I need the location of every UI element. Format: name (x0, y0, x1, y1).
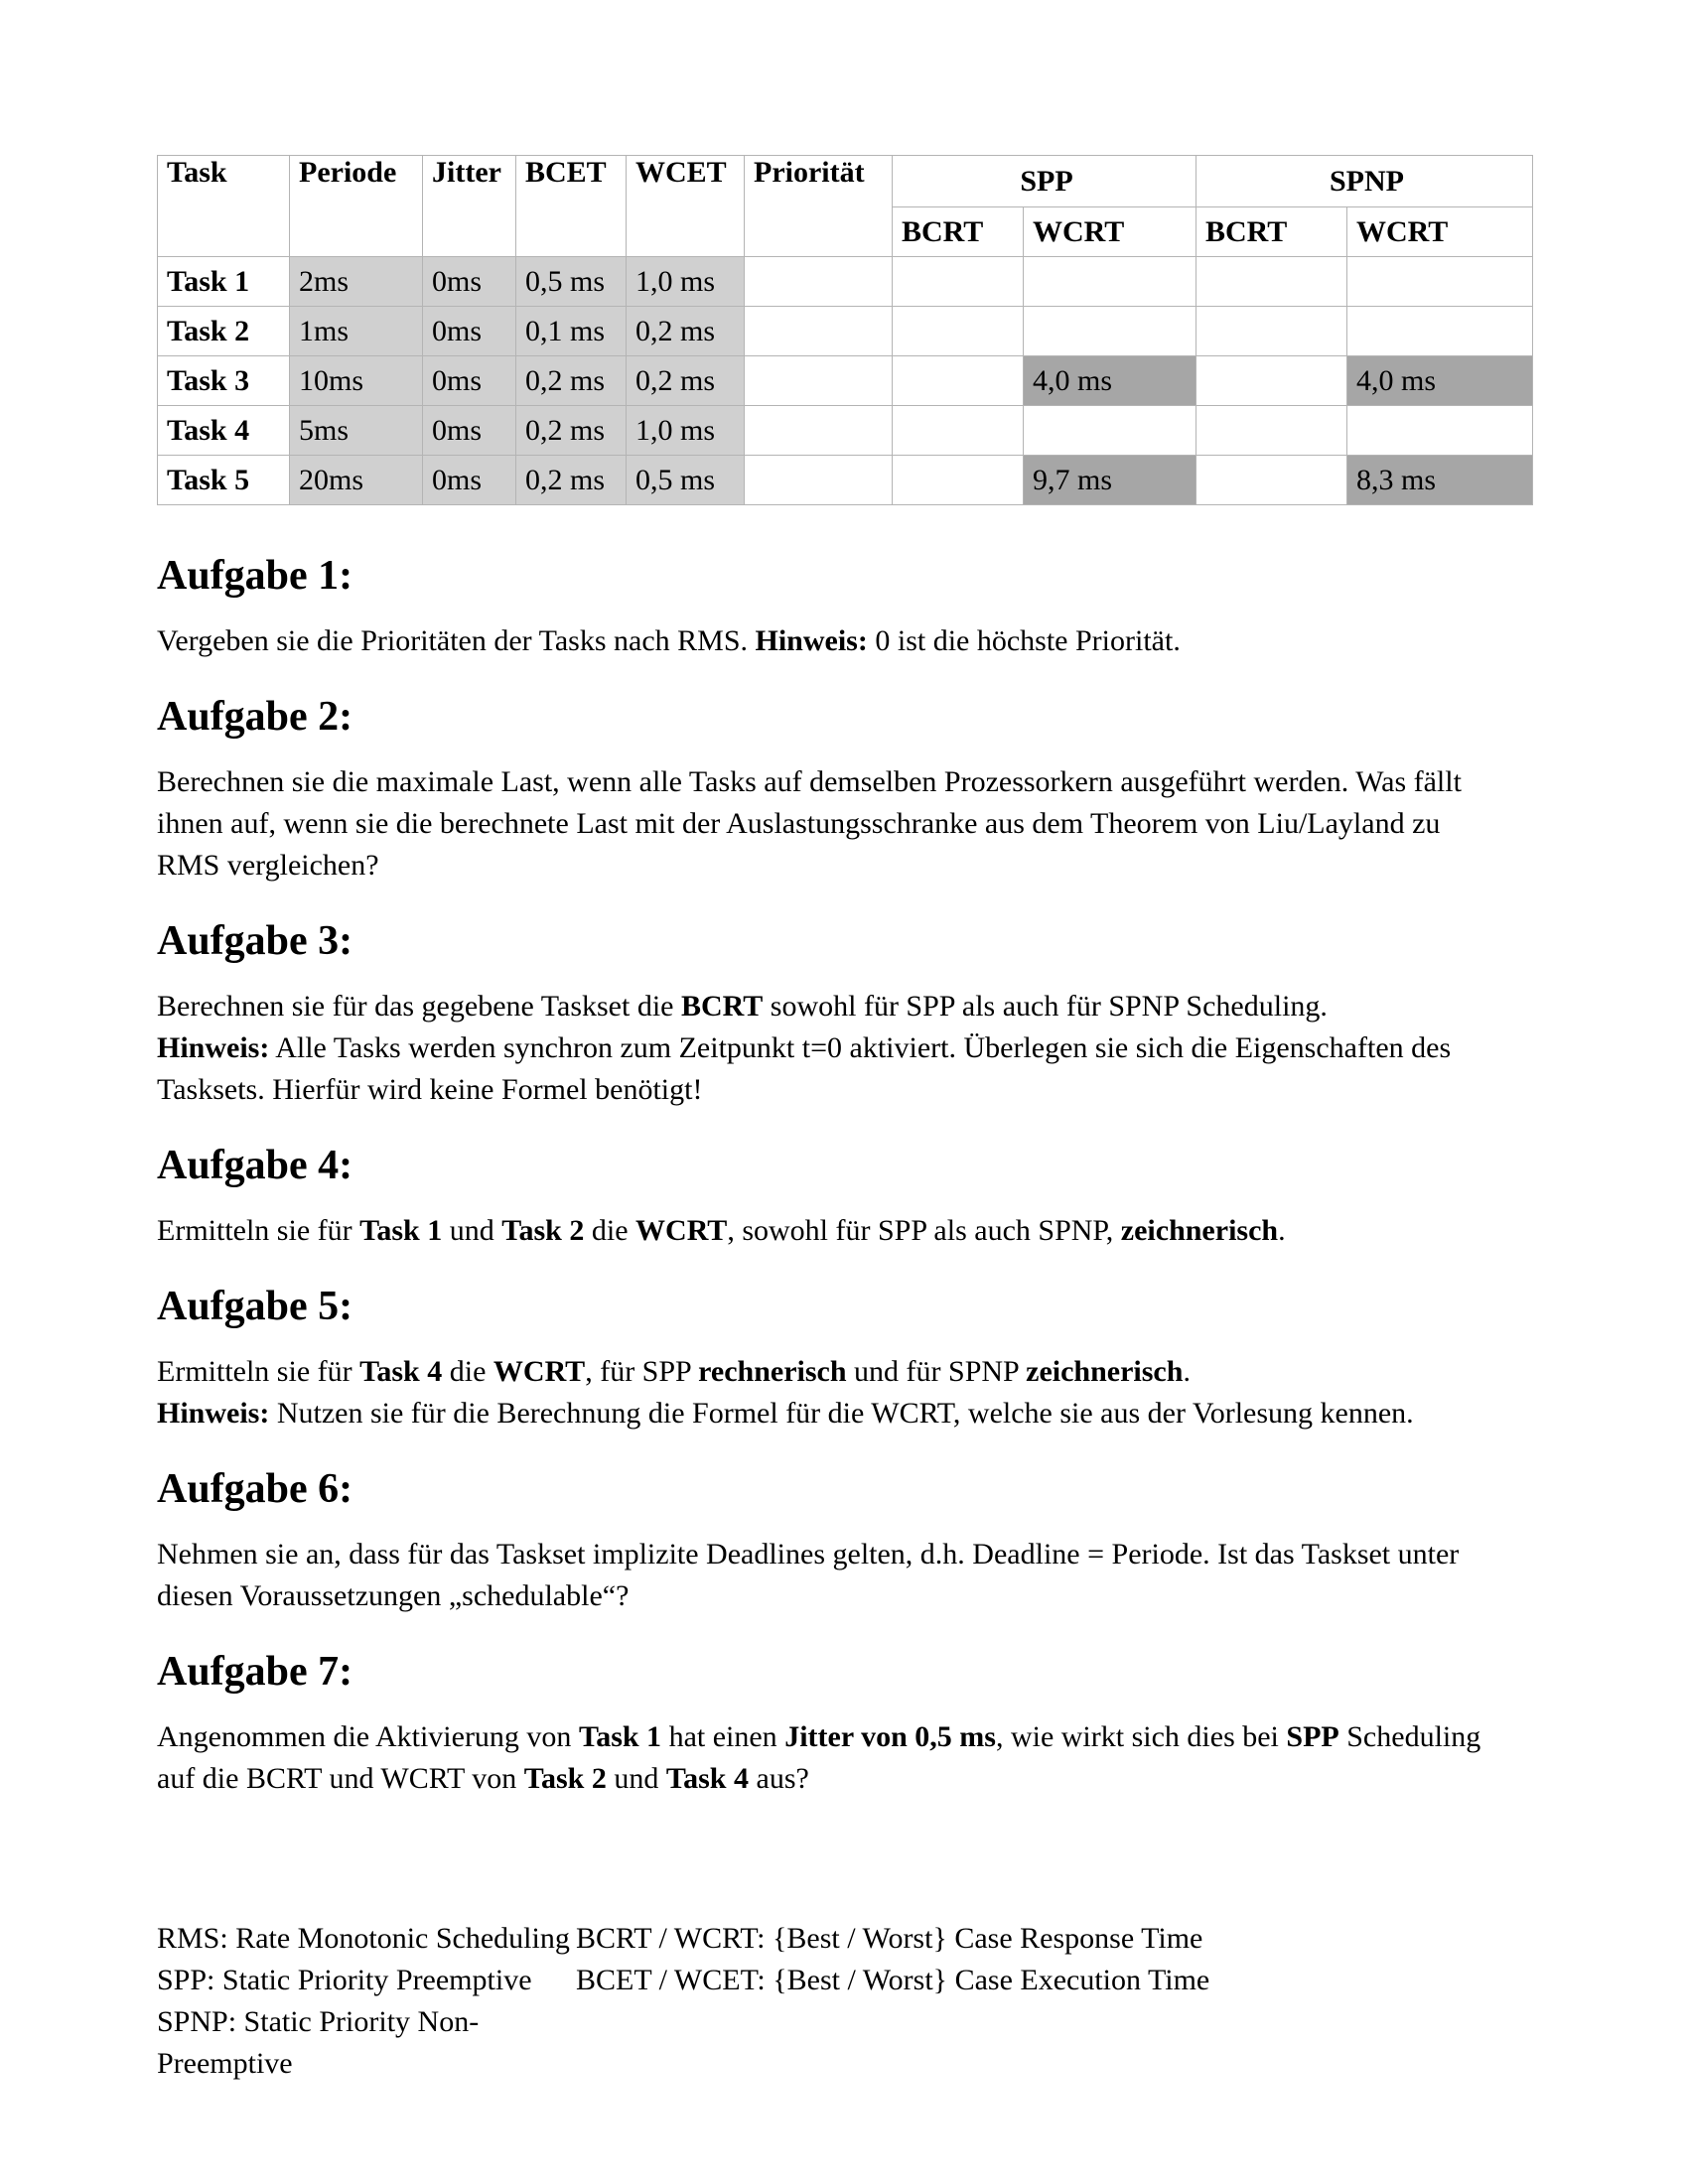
spnp-bcrt-cell (1196, 307, 1347, 356)
sections (157, 553, 1688, 1800)
prioritaet-cell (745, 307, 893, 356)
task-name-cell: Task 4 (158, 406, 290, 456)
table-header-row-1 (158, 156, 1533, 207)
spnp-wcrt-result-cell: 4,0 ms (1347, 356, 1533, 406)
task-name-cell: Task 5 (158, 456, 290, 505)
aufgabe-heading-7: Aufgabe 7: (157, 1649, 353, 1695)
wcet-cell: 0,2 ms (627, 307, 745, 356)
spp-wcrt-result-cell: 9,7 ms (1024, 456, 1196, 505)
column-header-spp-wcrt: WCRT (1024, 207, 1196, 257)
wcet-cell: 1,0 ms (627, 406, 745, 456)
column-header-task: Task (158, 156, 290, 257)
periode-cell: 2ms (290, 257, 423, 307)
legend-item: BCRT / WCRT: {Best / Worst} Case Response Time (576, 1922, 1203, 1955)
wcet-cell: 0,2 ms (627, 356, 745, 406)
column-group-spnp: SPNP (1196, 156, 1533, 207)
aufgabe-text-6: Nehmen sie an, dass für das Taskset implizite Deadlines gelten, d.h. Deadline = Periode. Ist das Taskset unter diesen Voraussetzungen „schedulable“? (157, 1538, 1460, 1612)
periode-cell: 10ms (290, 356, 423, 406)
task-name-cell: Task 1 (158, 257, 290, 307)
spp-bcrt-cell (893, 307, 1024, 356)
aufgabe-heading-6: Aufgabe 6: (157, 1466, 353, 1512)
prioritaet-cell (745, 406, 893, 456)
task-name-cell: Task 2 (158, 307, 290, 356)
legend-item: RMS: Rate Monotonic Scheduling (157, 1922, 570, 1955)
column-header-spp-bcrt: BCRT (893, 207, 1024, 257)
spnp-bcrt-cell (1196, 257, 1347, 307)
jitter-cell: 0ms (423, 456, 516, 505)
bcet-cell: 0,2 ms (516, 356, 627, 406)
spnp-bcrt-cell (1196, 356, 1347, 406)
legend-left (157, 1918, 576, 2085)
jitter-cell: 0ms (423, 406, 516, 456)
wcet-cell: 1,0 ms (627, 257, 745, 307)
aufgabe-heading-4: Aufgabe 4: (157, 1143, 353, 1188)
spnp-wcrt-cell (1347, 406, 1533, 456)
table-row-task-5 (158, 456, 1533, 505)
column-header-spnp-wcrt: WCRT (1347, 207, 1533, 257)
spnp-bcrt-cell (1196, 456, 1347, 505)
aufgabe-heading-3: Aufgabe 3: (157, 918, 353, 964)
spnp-wcrt-cell (1347, 307, 1533, 356)
jitter-cell: 0ms (423, 307, 516, 356)
column-header-prioritaet: Priorität (745, 156, 893, 257)
aufgabe-text-3: Berechnen sie für das gegebene Taskset die BCRT sowohl für SPP als auch für SPNP Scheduling. Hinweis: Alle Tasks werden synchron zum Zeitpunkt t=0 aktiviert. Überlegen sie sich die Eigenschaften des Tasksets. Hierfür wird keine Formel benötigt! (157, 990, 1452, 1106)
bcet-cell: 0,2 ms (516, 406, 627, 456)
spp-bcrt-cell (893, 356, 1024, 406)
column-header-periode: Periode (290, 156, 423, 257)
spnp-wcrt-cell (1347, 257, 1533, 307)
table-row-task-2 (158, 307, 1533, 356)
spp-bcrt-cell (893, 406, 1024, 456)
bcet-cell: 0,5 ms (516, 257, 627, 307)
column-header-bcet: BCET (516, 156, 627, 257)
aufgabe-heading-5: Aufgabe 5: (157, 1284, 353, 1329)
taskset-table (157, 155, 1533, 505)
aufgabe-heading-1: Aufgabe 1: (157, 553, 353, 599)
table-row-task-1 (158, 257, 1533, 307)
task-name-cell: Task 3 (158, 356, 290, 406)
aufgabe-text-1: Vergeben sie die Prioritäten der Tasks nach RMS. Hinweis: 0 ist die höchste Priorität. (157, 624, 1181, 657)
wcet-cell: 0,5 ms (627, 456, 745, 505)
spp-wcrt-cell (1024, 307, 1196, 356)
bcet-cell: 0,1 ms (516, 307, 627, 356)
spnp-wcrt-result-cell: 8,3 ms (1347, 456, 1533, 505)
bcet-cell: 0,2 ms (516, 456, 627, 505)
spp-wcrt-cell (1024, 257, 1196, 307)
prioritaet-cell (745, 356, 893, 406)
spp-bcrt-cell (893, 456, 1024, 505)
spp-wcrt-result-cell: 4,0 ms (1024, 356, 1196, 406)
jitter-cell: 0ms (423, 257, 516, 307)
column-header-wcet: WCET (627, 156, 745, 257)
legend-right (576, 1918, 1209, 2085)
legend-item: SPP: Static Priority Preemptive (157, 1964, 532, 1996)
spp-wcrt-cell (1024, 406, 1196, 456)
periode-cell: 5ms (290, 406, 423, 456)
column-group-spp: SPP (893, 156, 1196, 207)
prioritaet-cell (745, 456, 893, 505)
aufgabe-text-5: Ermitteln sie für Task 4 die WCRT, für SPP rechnerisch und für SPNP zeichnerisch. Hinweis: Nutzen sie für die Berechnung die Formel für die WCRT, welche sie aus der Vorlesung kennen. (157, 1355, 1414, 1430)
legend-item: BCET / WCET: {Best / Worst} Case Execution Time (576, 1964, 1210, 1996)
column-header-jitter: Jitter (423, 156, 516, 257)
aufgabe-text-4: Ermitteln sie für Task 1 und Task 2 die WCRT, sowohl für SPP als auch SPNP, zeichnerisch. (157, 1214, 1286, 1247)
periode-cell: 20ms (290, 456, 423, 505)
column-header-spnp-bcrt: BCRT (1196, 207, 1347, 257)
aufgabe-text-2: Berechnen sie die maximale Last, wenn alle Tasks auf demselben Prozessorkern ausgeführt werden. Was fällt ihnen auf, wenn sie die berechnete Last mit der Auslastungsschranke aus dem Theorem von Liu/Layland zu RMS vergleichen? (157, 765, 1462, 882)
spp-bcrt-cell (893, 257, 1024, 307)
aufgabe-text-7: Angenommen die Aktivierung von Task 1 hat einen Jitter von 0,5 ms, wie wirkt sich dies bei SPP Scheduling auf die BCRT und WCRT von Task 2 und Task 4 aus? (157, 1720, 1481, 1795)
aufgabe-heading-2: Aufgabe 2: (157, 694, 353, 740)
legend-item: SPNP: Static Priority Non-Preemptive (157, 2005, 480, 2080)
spnp-bcrt-cell (1196, 406, 1347, 456)
legend-footer (157, 1918, 1688, 2085)
table-row-task-3 (158, 356, 1533, 406)
jitter-cell: 0ms (423, 356, 516, 406)
table-row-task-4 (158, 406, 1533, 456)
periode-cell: 1ms (290, 307, 423, 356)
prioritaet-cell (745, 257, 893, 307)
